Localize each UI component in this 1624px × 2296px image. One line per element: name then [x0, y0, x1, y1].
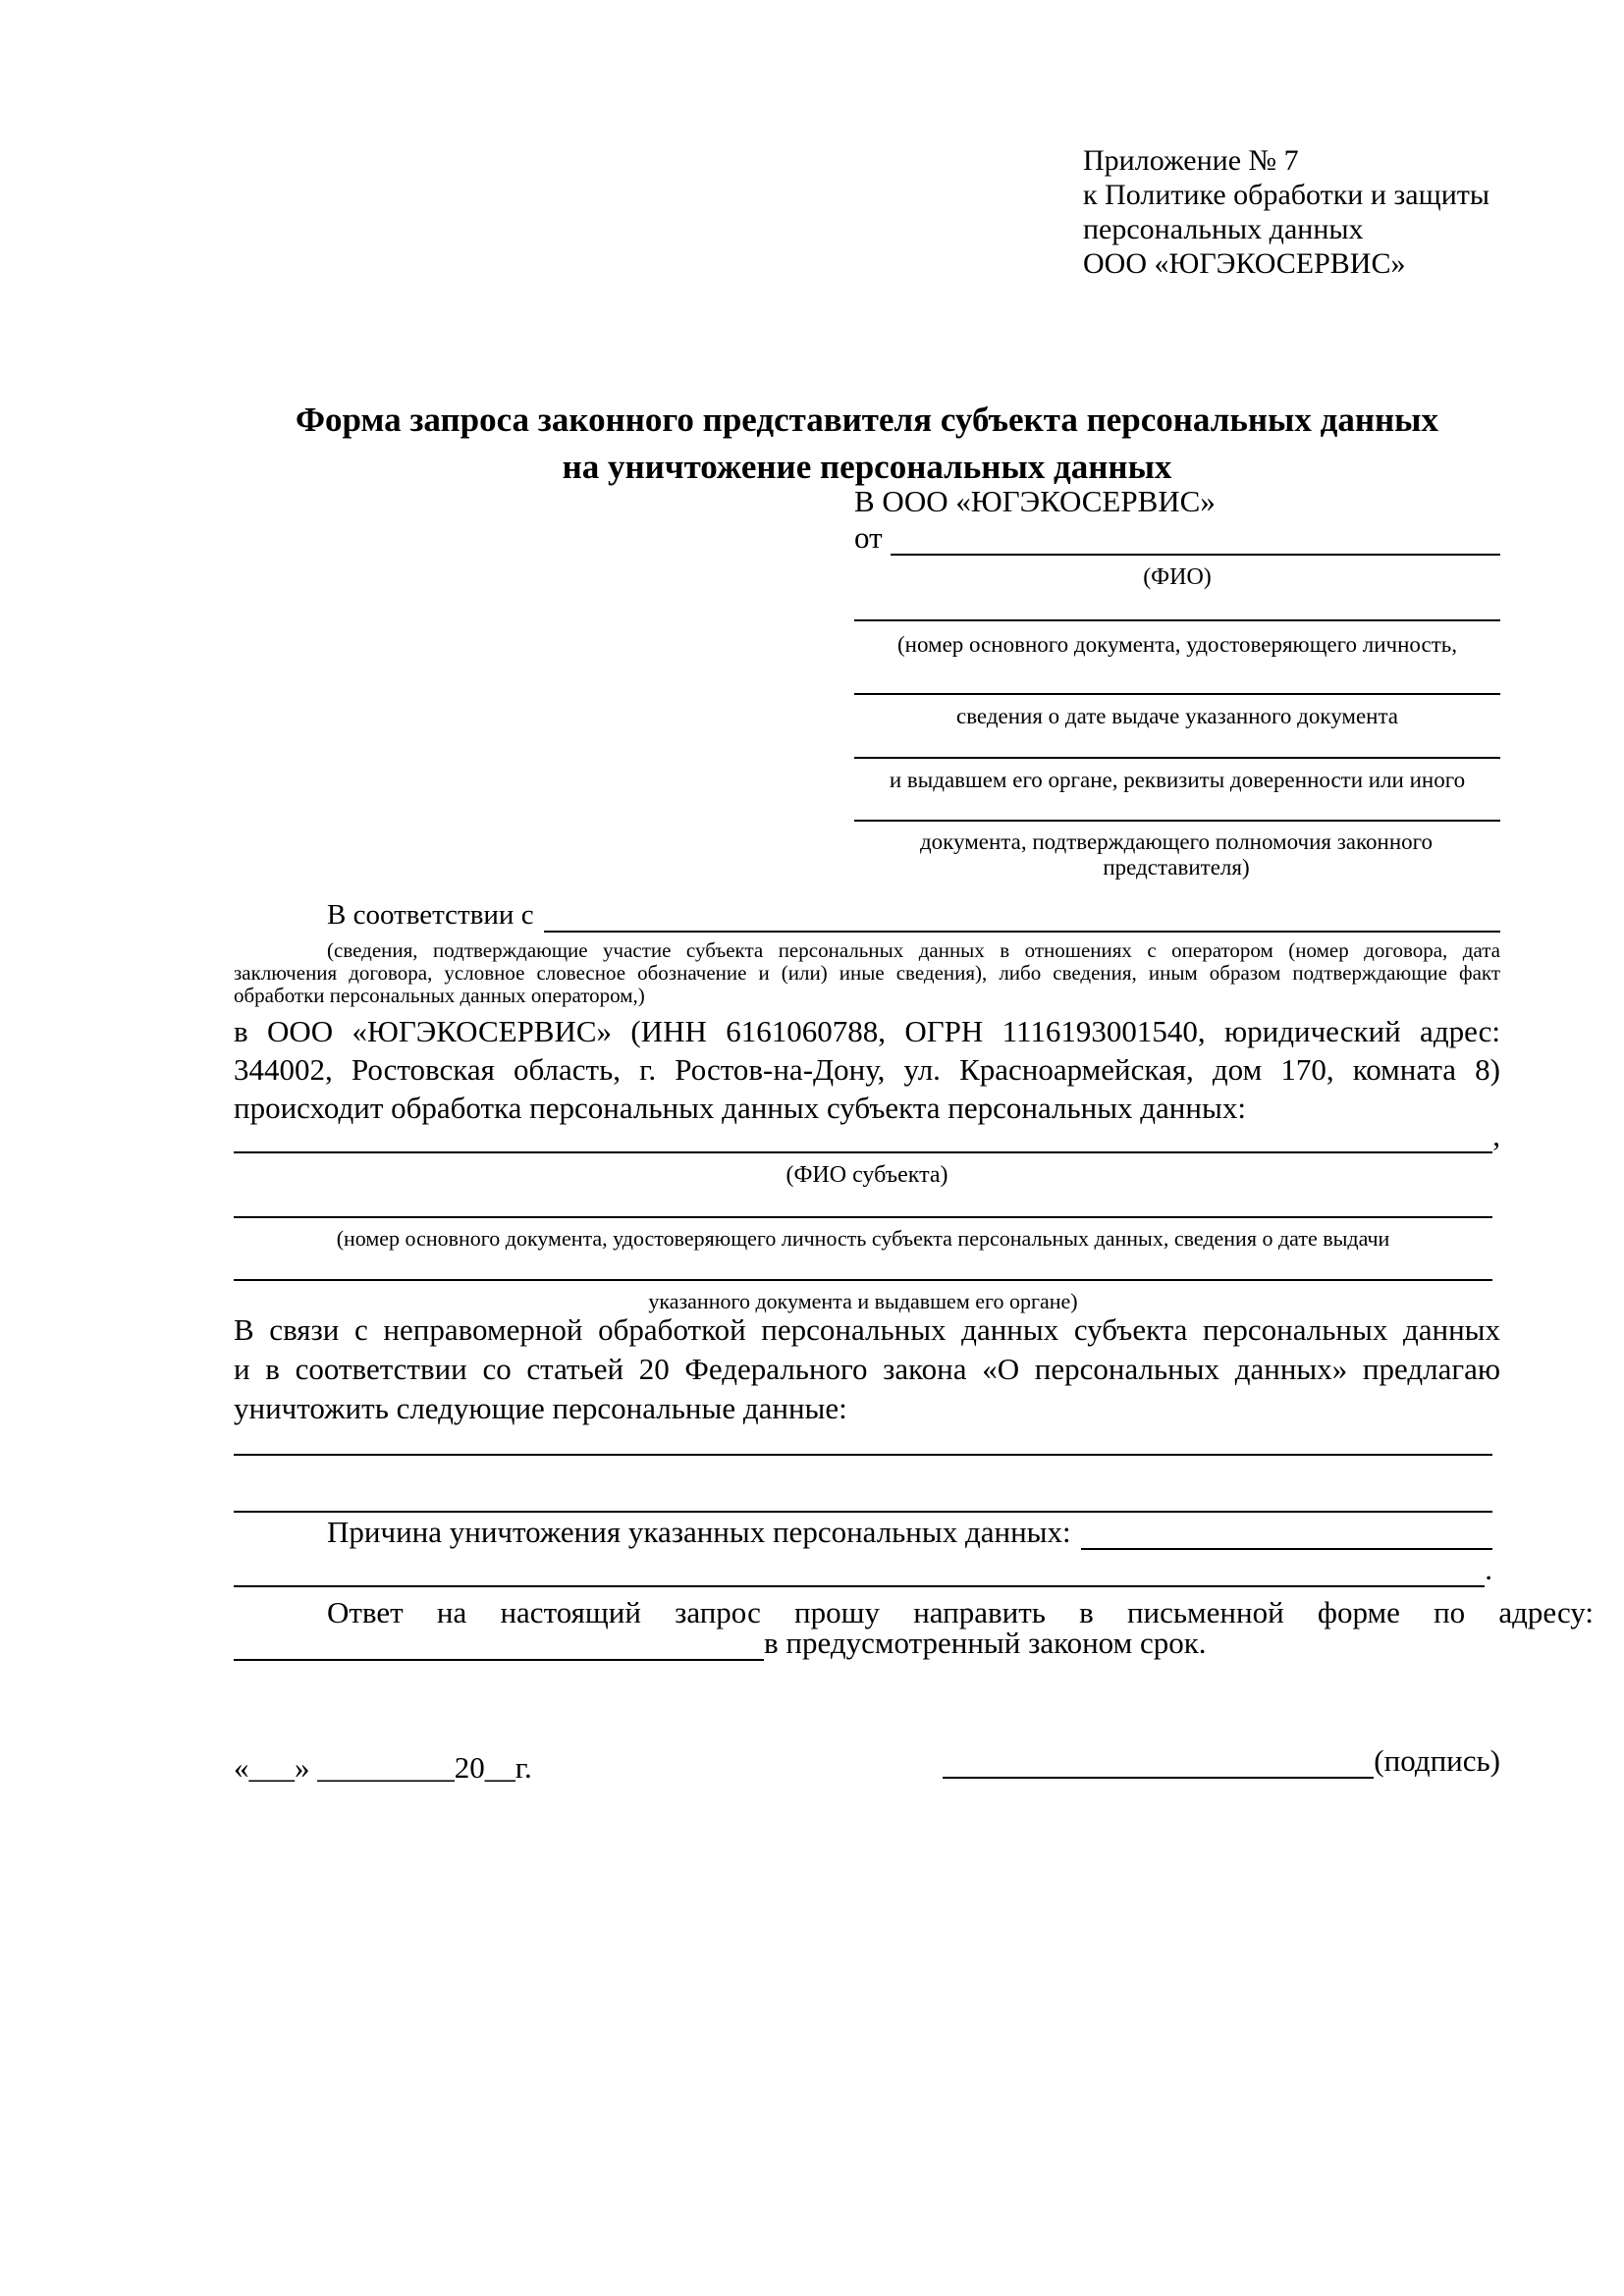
- representative-doc-blank-line: [854, 693, 1500, 695]
- reason-continuation-row: [234, 1551, 1492, 1587]
- operator-line-3: происходит обработка персональных данных субъекта персональных данных:: [234, 1091, 1246, 1125]
- appendix-header-line: Приложение № 7: [1083, 144, 1299, 177]
- subject-doc-blank-line: [234, 1216, 1492, 1218]
- data-to-destroy-blank-line: [234, 1511, 1492, 1513]
- caption-representative-doc-3: и выдавшем его органе, реквизиты доверенности или иного: [889, 768, 1466, 792]
- appendix-header-line: к Политике обработки и защиты: [1083, 179, 1490, 211]
- signature-blank-line: [943, 1777, 1374, 1779]
- caption-subject-doc-1: (номер основного документа, удостоверяющего личность субъекта персональных данных, сведения о дате выдачи: [336, 1226, 1390, 1251]
- form-title-line2: на уничтожение персональных данных: [562, 448, 1172, 486]
- signature-row: [943, 1742, 1500, 1779]
- reply-address-blank-line: [234, 1659, 764, 1661]
- appendix-header-line: ООО «ЮГЭКОСЕРВИС»: [1083, 247, 1406, 280]
- subject-fio-blank-line: [234, 1151, 1492, 1153]
- representative-doc-blank-line: [854, 619, 1500, 621]
- caption-signature: (подпись): [1374, 1742, 1500, 1778]
- reason-period: .: [1485, 1551, 1492, 1586]
- subject-fio-row: [234, 1117, 1500, 1153]
- accordance-note-1: (сведения, подтверждающие участие субъекта персональных данных в отношениях с оператором (номер договора, дата: [327, 938, 1500, 962]
- operator-line-1: в ООО «ЮГЭКОСЕРВИС» (ИНН 6161060788, ОГРН 1116193001540, юридический адрес:: [234, 1014, 1500, 1048]
- reason-blank-line-2: [234, 1585, 1485, 1587]
- request-line-3: уничтожить следующие персональные данные:: [234, 1391, 847, 1425]
- accordance-row: [234, 899, 1500, 933]
- caption-fio: (ФИО): [1143, 564, 1212, 590]
- accordance-lead: В соответствии с: [327, 899, 534, 932]
- reason-row: [234, 1514, 1492, 1550]
- caption-representative-doc-1: (номер основного документа, удостоверяющего личность,: [896, 632, 1457, 657]
- caption-subject-doc-2: указанного документа и выдавшем его органе): [648, 1289, 1078, 1313]
- caption-representative-doc-2: сведения о дате выдаче указанного документа: [955, 704, 1399, 728]
- data-to-destroy-blank-line: [234, 1454, 1492, 1456]
- form-title-line1: Форма запроса законного представителя субъекта персональных данных: [296, 400, 1438, 439]
- from-row: [854, 519, 1500, 556]
- accordance-blank-line: [544, 931, 1500, 933]
- reason-blank-line: [1081, 1548, 1492, 1550]
- caption-representative-doc-4: документа, подтверждающего полномочия законного представителя): [919, 829, 1433, 881]
- appendix-header: [1083, 143, 1489, 281]
- from-name-blank-line: [891, 554, 1500, 556]
- representative-doc-blank-line: [854, 757, 1500, 759]
- request-line-2: и в соответствии со статьей 20 Федерального закона «О персональных данных» предлагаю: [234, 1352, 1500, 1386]
- from-label: от: [854, 519, 883, 555]
- request-line-1: В связи с неправомерной обработкой персональных данных субъекта персональных данных: [234, 1312, 1500, 1347]
- reply-address-row: [234, 1625, 1500, 1661]
- addressee-organization: В ООО «ЮГЭКОСЕРВИС»: [854, 484, 1216, 518]
- accordance-note-2: заключения договора, условное словесное обозначение и (или) иные сведения), либо сведения, иным образом подтверждающие факт: [234, 961, 1500, 985]
- reply-line-2: в предусмотренный законом срок.: [764, 1625, 1207, 1660]
- reply-line-1: Ответ на настоящий запрос прошу направить в письменной форме по адресу:: [327, 1595, 1594, 1629]
- appendix-header-line: персональных данных: [1083, 213, 1364, 245]
- reason-label: Причина уничтожения указанных персональных данных:: [327, 1514, 1071, 1549]
- operator-line-2: 344002, Ростовская область, г. Ростов-на-Дону, ул. Красноармейская, дом 170, комната 8): [234, 1052, 1500, 1087]
- subject-fio-comma: ,: [1492, 1117, 1500, 1152]
- date-blank: «___» _________20__г.: [234, 1750, 532, 1785]
- accordance-note-3: обработки персональных данных оператором,): [234, 984, 645, 1007]
- representative-doc-blank-line: [854, 820, 1500, 822]
- subject-doc-blank-line: [234, 1279, 1492, 1281]
- caption-fio-subject: (ФИО субъекта): [785, 1162, 948, 1188]
